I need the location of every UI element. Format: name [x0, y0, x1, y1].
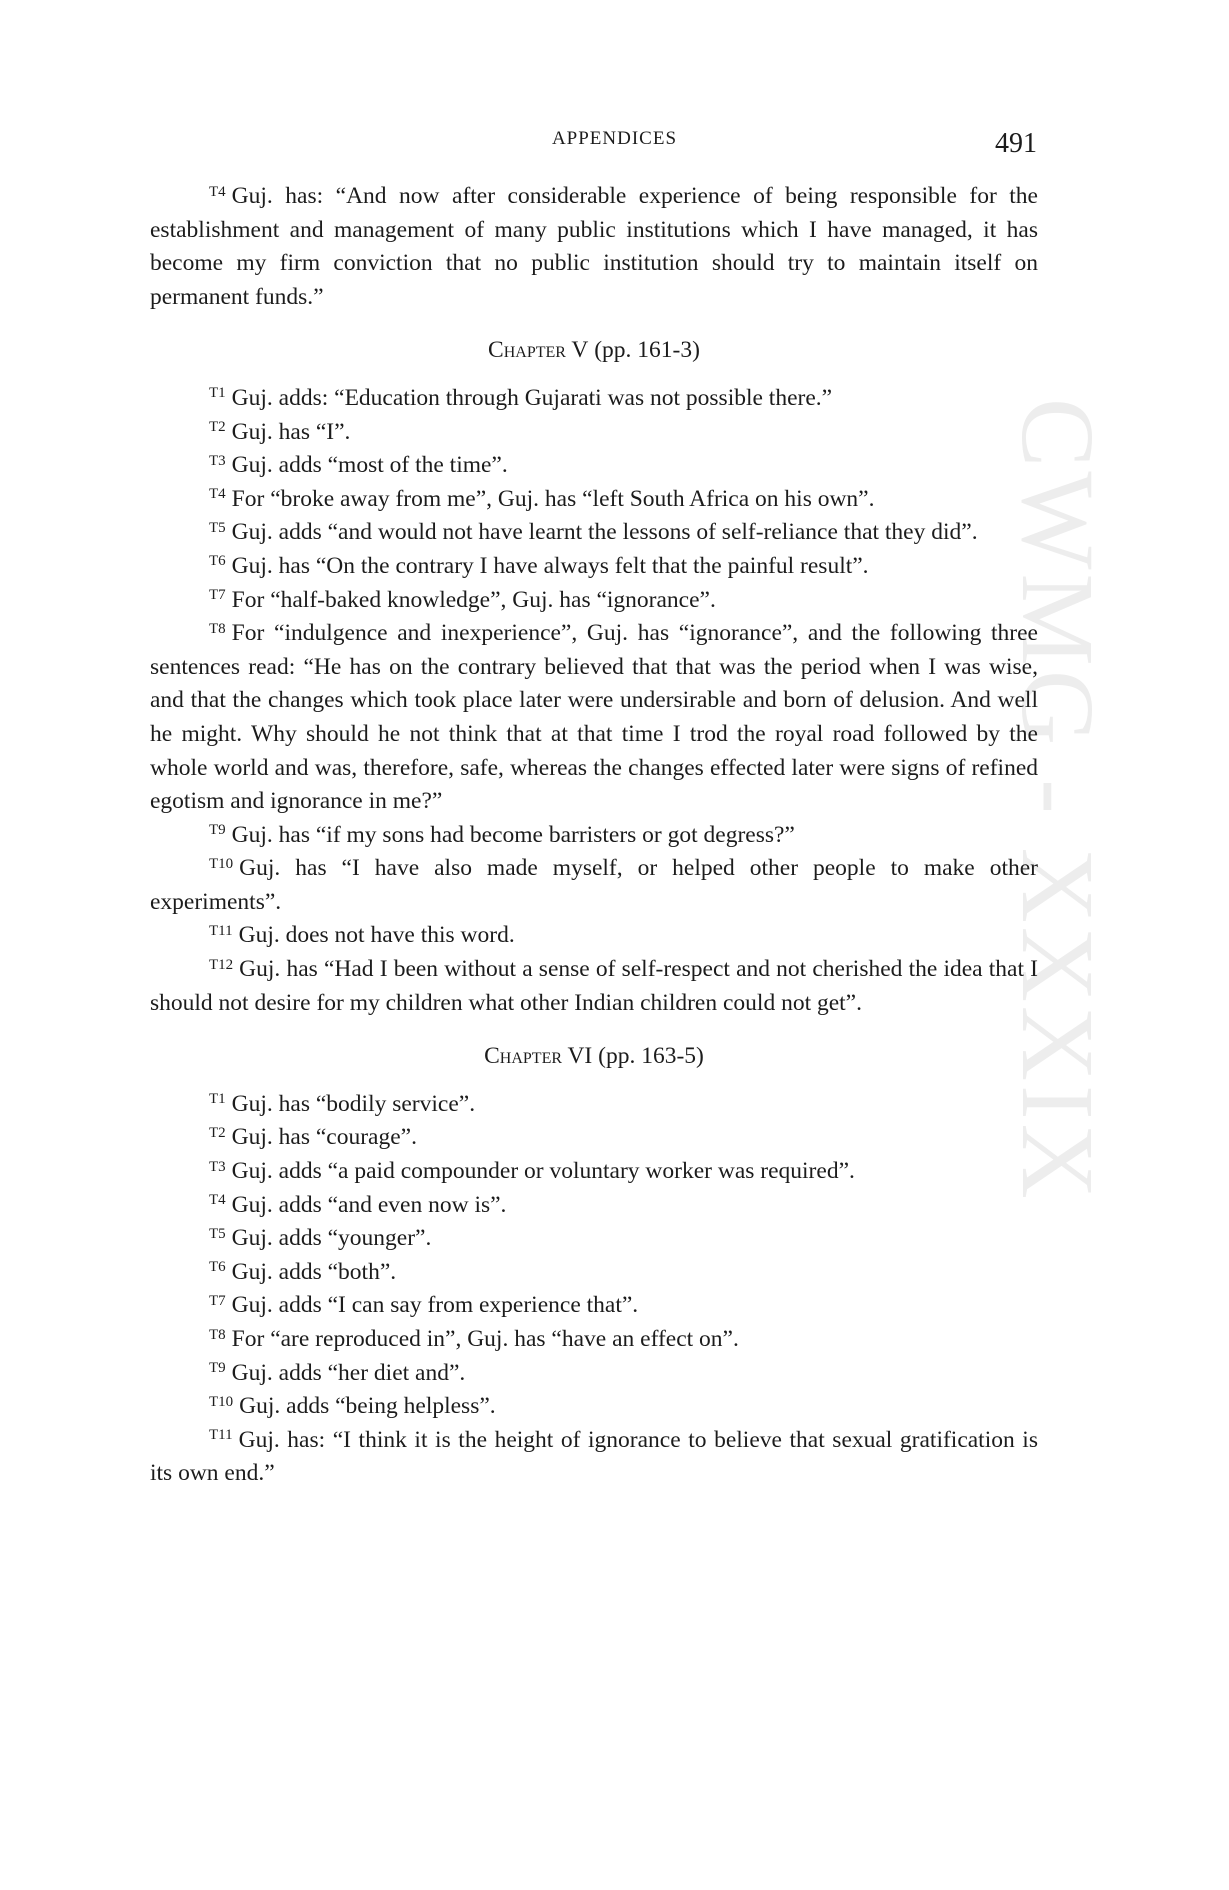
- footnote-text: Guj. has “Had I been without a sense of self-respect and not cherished the idea that I should not desire for my children what other Indian children could not get”.: [150, 956, 1038, 1016]
- footnote-ref: T7: [209, 1292, 226, 1309]
- page-body: [150, 180, 1038, 1491]
- footnote-ref: T4: [209, 183, 226, 200]
- footnote-text: Guj. adds “being helpless”.: [239, 1393, 496, 1420]
- chapter-title: Chapter VI: [484, 1043, 593, 1070]
- footnote-text: For “broke away from me”, Guj. has “left South Africa on his own”.: [231, 485, 875, 512]
- footnote-text: For “half-baked knowledge”, Guj. has “ignorance”.: [231, 586, 716, 613]
- watermark: CWMG - XXXIX: [1000, 398, 1115, 1203]
- footnote: [150, 919, 1038, 953]
- footnote-ref: T1: [209, 1091, 226, 1108]
- footnote-ref: T12: [209, 956, 234, 973]
- footnote-text: For “indulgence and inexperience”, Guj. has “ignorance”, and the following three sentences read: “He has on the contrary believed that that was the period when I was wise, and that the changes which took place later were undersirable and born of delusion. And well he might. Why should he not think that at that time I trod the royal road followed by the whole world and was, therefore, safe, whereas the changes effected later were signs of refined egotism and ignorance in me?”: [150, 620, 1038, 815]
- footnote-text: Guj. has: “And now after considerable experience of being responsible for the establishment and management of many public institutions which I have managed, it has become my firm conviction that no public institution should try to maintain itself on permanent funds.”: [150, 183, 1038, 310]
- footnote-text: Guj. has: “I think it is the height of ignorance to believe that sexual gratification is its own end.”: [150, 1426, 1038, 1487]
- footnote-text: Guj. has “courage”.: [231, 1124, 417, 1151]
- footnote: [150, 550, 1038, 584]
- footnote-text: For “are reproduced in”, Guj. has “have an effect on”.: [231, 1326, 739, 1352]
- footnote-ref: T11: [209, 1427, 233, 1444]
- footnote-ref: T7: [209, 587, 226, 604]
- footnote-ref: T2: [209, 419, 226, 436]
- footnote: [150, 1088, 1038, 1122]
- running-head: APPENDICES: [551, 128, 678, 149]
- footnote: [150, 1424, 1038, 1491]
- footnote-text: Guj. does not have this word.: [238, 922, 515, 949]
- footnote: [150, 1357, 1038, 1391]
- footnote: [150, 1289, 1038, 1323]
- footnote: [150, 819, 1038, 853]
- chapter-heading: [150, 1040, 1038, 1074]
- chapter-heading: [150, 334, 1038, 368]
- footnote: [150, 1390, 1038, 1424]
- footnote-text: Guj. adds “her diet and”.: [231, 1359, 466, 1386]
- footnote-ref: T11: [209, 922, 233, 939]
- footnote: [150, 1256, 1038, 1290]
- footnote-text: Guj. adds “most of the time”.: [231, 452, 508, 479]
- footnote: [150, 953, 1038, 1020]
- footnote-text: Guj. adds “I can say from experience that”.: [231, 1292, 639, 1319]
- footnote-ref: T1: [209, 385, 226, 402]
- footnote-ref: T5: [209, 519, 226, 536]
- footnote: [150, 449, 1038, 483]
- footnote-text: Guj. has “I”.: [231, 418, 351, 445]
- footnote-text: Guj. adds “a paid compounder or voluntary worker was required”.: [231, 1158, 855, 1185]
- footnote: [150, 416, 1038, 450]
- footnote-ref: T8: [209, 620, 226, 637]
- footnote: [150, 382, 1038, 416]
- footnote: [150, 1189, 1038, 1223]
- footnote-ref: T4: [209, 1192, 226, 1209]
- chapter-pages: (pp. 163-5): [598, 1043, 704, 1070]
- chapter-vi-notes: [150, 1088, 1038, 1491]
- footnote-ref: T10: [209, 855, 234, 872]
- footnote-ref: T9: [209, 822, 226, 839]
- footnote-text: Guj. adds: “Education through Gujarati was not possible there.”: [231, 384, 833, 411]
- footnote-text: Guj. adds “both”.: [231, 1258, 397, 1285]
- footnote-ref: T6: [209, 1259, 226, 1276]
- footnote-text: Guj. adds “younger”.: [231, 1225, 432, 1252]
- footnote: [150, 516, 1038, 550]
- footnote: [150, 617, 1038, 819]
- footnote-ref: T8: [209, 1326, 226, 1343]
- footnote-ref: T3: [209, 452, 226, 469]
- footnote-text: Guj. adds “and would not have learnt the lessons of self-reliance that they did”.: [231, 519, 978, 546]
- footnote: [150, 483, 1038, 517]
- footnote-ref: T10: [209, 1393, 234, 1410]
- footnote-ref: T3: [209, 1158, 226, 1175]
- footnote-ref: T4: [209, 486, 226, 503]
- footnote-text: Guj. has “I have also made myself, or helped other people to make other experiments”.: [150, 855, 1038, 915]
- footnote: [150, 1323, 1038, 1357]
- footnote-ref: T2: [209, 1124, 226, 1141]
- footnote: [150, 1222, 1038, 1256]
- footnote: [150, 584, 1038, 618]
- footnote-text: Guj. has “if my sons had become barristers or got degress?”: [231, 821, 795, 848]
- footnote-text: Guj. has “bodily service”.: [231, 1090, 476, 1117]
- footnote-ref: T9: [209, 1360, 226, 1377]
- footnote: [150, 1155, 1038, 1189]
- chapter-pages: (pp. 161-3): [594, 337, 700, 364]
- footnote-ref: T6: [209, 553, 226, 570]
- footnote-text: Guj. has “On the contrary I have always felt that the painful result”.: [231, 552, 869, 579]
- footnote: [150, 1121, 1038, 1155]
- footnote-text: Guj. adds “and even now is”.: [231, 1191, 507, 1218]
- page-number: 491: [995, 128, 1037, 159]
- footnote: [150, 852, 1038, 919]
- chapter-title: Chapter V: [488, 337, 589, 364]
- chapter-v-notes: [150, 382, 1038, 1020]
- footnote: [150, 180, 1038, 314]
- footnote-ref: T5: [209, 1225, 226, 1242]
